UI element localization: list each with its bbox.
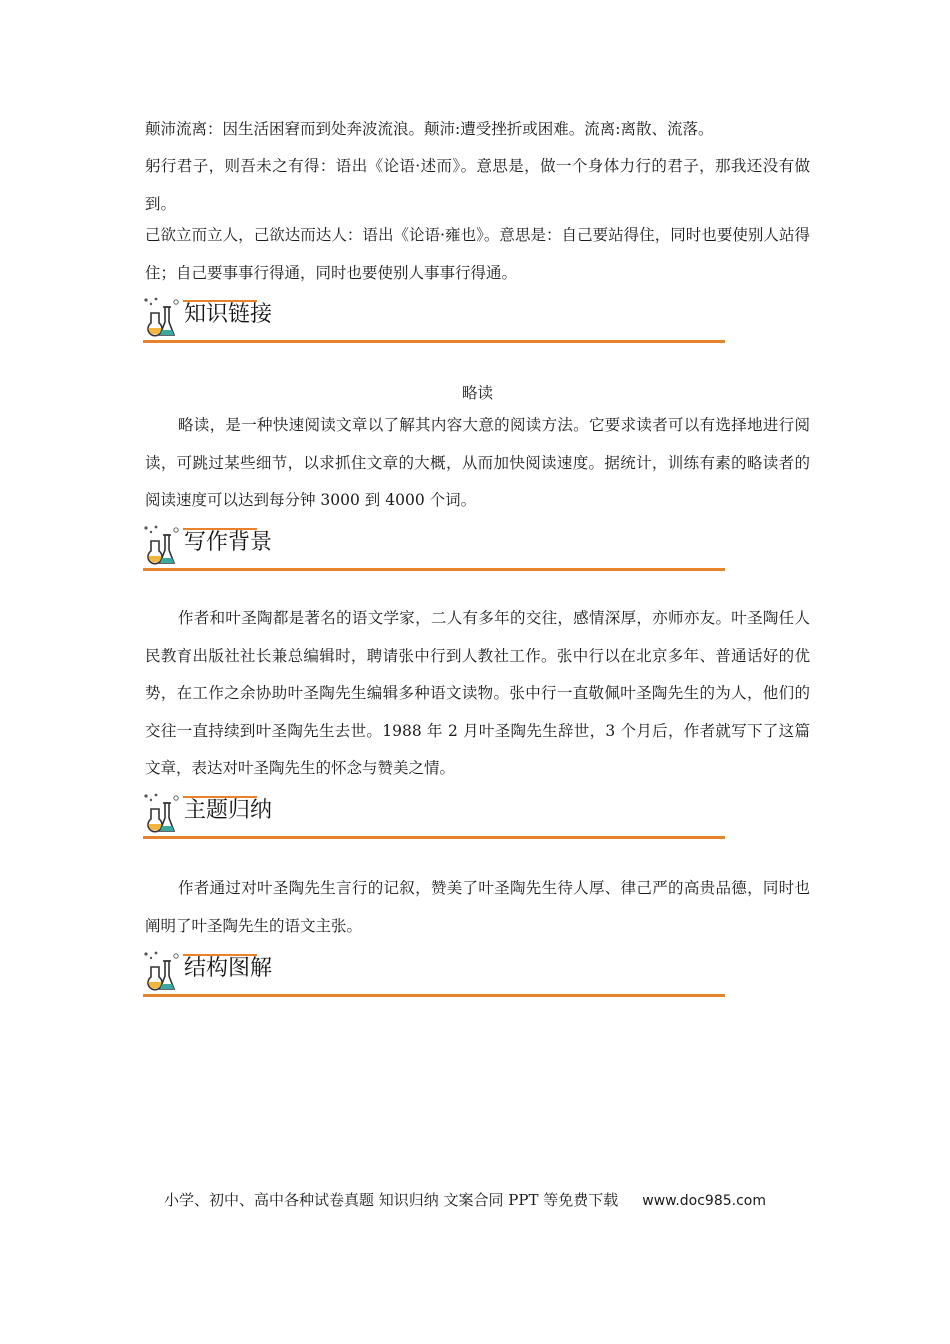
heading-title: 主题归纳	[184, 798, 273, 823]
heading-title: 结构图解	[184, 956, 273, 981]
section-heading-structure	[143, 951, 725, 997]
definition-paragraph-gongxing: 躬行君子，则吾未之有得：语出《论语·述而》。意思是，做一个身体力行的君子，那我还没有做到。	[145, 157, 810, 213]
knowledge-body: 略读，是一种快速阅读文章以了解其内容大意的阅读方法。它要求读者可以有选择地进行阅读，可跳过某些细节，以求抓住文章的大概，从而加快阅读速度。据统计，训练有素的略读者的阅读速度可以达到每分钟 3000 到 4000 个词。	[145, 416, 810, 509]
theme-body: 作者通过对叶圣陶先生言行的记叙，赞美了叶圣陶先生待人厚、律己严的高贵品德，同时也阐明了叶圣陶先生的语文主张。	[145, 879, 810, 935]
subtitle-lvedu: 略读	[461, 384, 493, 402]
section-heading-knowledge	[143, 297, 725, 343]
lab-flask-icon	[143, 793, 183, 835]
heading-underline	[143, 836, 725, 839]
page-footer	[164, 1190, 766, 1211]
heading-title: 写作背景	[184, 530, 273, 555]
heading-title: 知识链接	[184, 302, 273, 327]
heading-underline	[143, 340, 725, 343]
footer-url-link[interactable]: www.doc985.com	[642, 1193, 767, 1209]
heading-underline	[143, 994, 725, 997]
lab-flask-icon	[143, 297, 183, 339]
section-heading-theme	[143, 793, 725, 839]
section-heading-background	[143, 525, 725, 571]
definition-paragraph-dianpei: 颠沛流离：因生活困窘而到处奔波流浪。颠沛:遭受挫折或困难。流离:离散、流落。	[145, 120, 714, 138]
heading-underline	[143, 568, 725, 571]
definition-paragraph-jiyu: 己欲立而立人，己欲达而达人：语出《论语·雍也》。意思是：自己要站得住，同时也要使别人站得住；自己要事事行得通，同时也要使别人事事行得通。	[145, 226, 810, 282]
lab-flask-icon	[143, 951, 183, 993]
footer-text: 小学、初中、高中各种试卷真题 知识归纳 文案合同 PPT 等免费下载	[164, 1191, 619, 1209]
lab-flask-icon	[143, 525, 183, 567]
background-body: 作者和叶圣陶都是著名的语文学家，二人有多年的交往，感情深厚，亦师亦友。叶圣陶任人民教育出版社社长兼总编辑时，聘请张中行到人教社工作。张中行以在北京多年、普通话好的优势，在工作之余协助叶圣陶先生编辑多种语文读物。张中行一直敬佩叶圣陶先生的为人，他们的交往一直持续到叶圣陶先生去世。1988 年 2 月叶圣陶先生辞世，3 个月后，作者就写下了这篇文章，表达对叶圣陶先生的怀念与赞美之情。	[145, 609, 810, 777]
